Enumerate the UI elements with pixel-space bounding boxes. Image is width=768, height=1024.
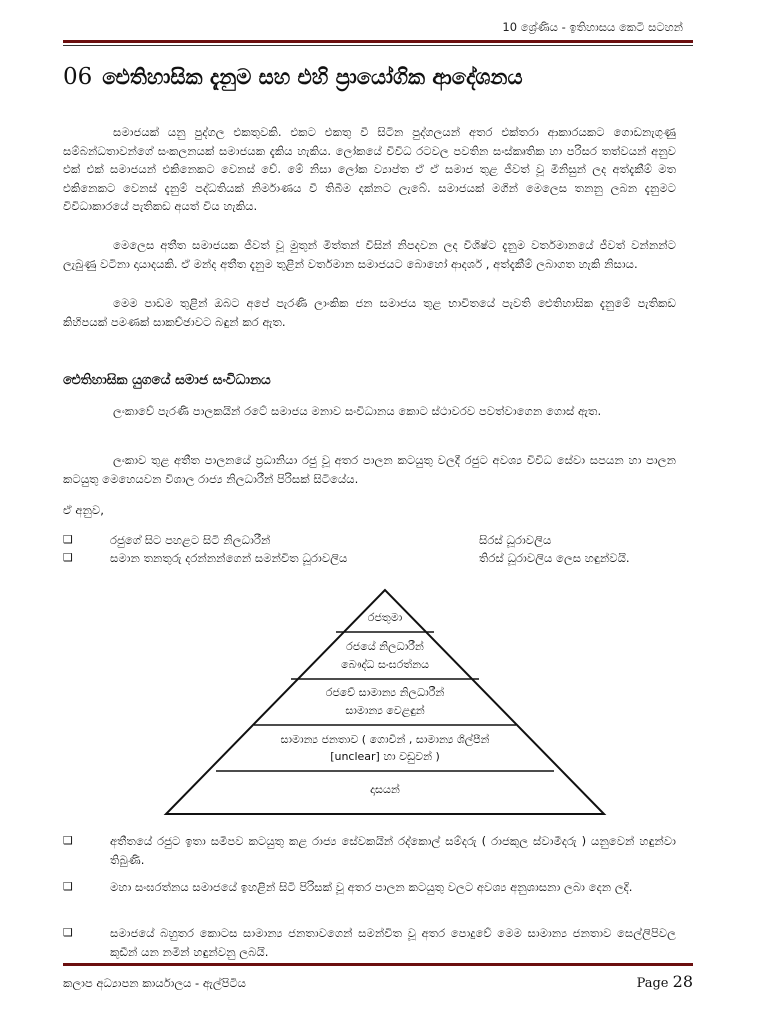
pyramid-level-label: රජයේ නිලධාරීන් bbox=[346, 640, 424, 653]
page-footer bbox=[63, 963, 693, 1002]
section-lead: ඒ අනුව, bbox=[63, 503, 104, 517]
header-text: 10 ශ්‍රේණිය - ඉතිහාසය කෙටි සටහන් bbox=[502, 20, 683, 34]
pyramid-level-label: බෞද්ධ සංඝරත්නය bbox=[341, 658, 429, 671]
pyramid-level-label: රජවේ සාමාන්‍ය නිලධාරීන් bbox=[325, 686, 445, 699]
pyramid-level-label: දාසයන් bbox=[370, 783, 400, 796]
checkbox-bullet-icon: ❑ bbox=[63, 533, 73, 546]
chapter-number: 06 bbox=[63, 64, 93, 90]
intro-paragraph-3: මෙම පාඩම තුළින් ඔබට අපේ පැරණි ලාංකික ජන සමාජය තුළ භාවිතයේ පැවති ඓතිහාසික දැනුමේ පැතිකඩ කිහිපයක් පමණක් සාකච්ඡාවට බඳුන් කර ඇත. bbox=[63, 296, 676, 329]
chapter-title: ඓතිහාසික දැනුම සහ එහි ප්‍රායෝගික ආදේශනය bbox=[102, 65, 523, 89]
intro-paragraph-2: මෙලෙස අතීත සමාජයක ජීවත් වූ මුතුන් මිත්තන් විසින් නිපදවන ලද විශිෂ්ට දැනුම වර්තමානයේ ජීවත් වන්නන්ට ලැබුණු වටිනා දායාදයකි. ඒ මන්ද අතීත දැනුම තුළින් වර්තමාන සමාජයට බොහෝ ආදර්ශ , අත්දැකීම් ලබාගත හැකි නිසාය. bbox=[63, 238, 676, 271]
footer-office: කලාප අධ්‍යාපන කාර්යාලය - ඇල්පිටිය bbox=[63, 976, 246, 990]
note-item: ❑ මහා සංඝරත්නය සමාජයේ ඉහළින් සිටි පිරිසක් වූ අතර පාලන කටයුතු වලට අවශ්‍ය අනුශාසනා ලබා දෙන ලදි. bbox=[63, 878, 676, 897]
checkbox-bullet-icon: ❑ bbox=[63, 551, 73, 564]
note-item: ❑ අතීතයේ රජුට ඉතා සමීපව කටයුතු කළ රාජ්‍ය සේවකයින් රද්කොල් සම්දරු ( රාජකුල ස්වාමීදරු ) යනුවෙන් හඳුන්වා තිබුණි. bbox=[63, 834, 676, 867]
page-number: Page 28 bbox=[636, 972, 693, 991]
page-header bbox=[63, 20, 693, 46]
page-title bbox=[63, 64, 523, 90]
header-rule-thin bbox=[63, 45, 693, 46]
checkbox-bullet-icon: ❑ bbox=[63, 834, 73, 847]
intro-paragraph-1: සමාජයක් යනු පුද්ගල එකතුවකි. එකට එකතු වී සිටින පුද්ගලයන් අතර එක්තරා ආකාරයකට ගොඩනැගුණු සම්බන්ධතාවන්ගේ සංකලනයක් සමාජයක දැකිය හැකිය. ලෝකයේ විවිධ රටවල පවතින සංස්කෘතික හා පරිසර තත්වයන් අනුව එක් එක් සමාජයන් එකිනෙකට වෙනස් වේ. මේ නිසා ලෝක ව්‍යාප්ත ඒ ඒ සමාජ තුළ ජීවත් වූ මිනිසුන් ලද අත්දැකීම් මත එකිනෙකට වෙනස් දැනුම් පද්ධතියක් නිර්මාණය වී තිබීම දක්නට ලැබේ. සමාජයක් මගින් මෙලෙස තනනු ලබන දැනුමට විවිධාකාරයේ පැතිකඩ අයත් විය හැකිය. bbox=[63, 125, 676, 213]
section-paragraph-1: ලංකාවේ පැරණි පාලකයින් රටේ සමාජය මනාව සංවිධානය කොට ස්ථාවරව පවත්වාගෙන ගොස් ඇත. bbox=[113, 404, 602, 418]
pyramid-level-label: සාමාන්‍ය වෙළඳුන් bbox=[345, 704, 425, 717]
pyramid-level-label: සාමාන්‍ය ජනතාව ( ගොවීන් , සාමාන්‍ය ශිල්පීන් bbox=[280, 733, 490, 746]
checkbox-bullet-icon: ❑ bbox=[63, 880, 73, 893]
section-paragraph-2: ලංකාව තුළ අතීත පාලනයේ ප්‍රධානියා රජු වූ අතර පාලන කටයුතු වලදී රජුට අවශ්‍ය විවිධ සේවා සපයන හා පාලන කටයුතු මෙහෙයවන විශාල රාජ්‍ය නිලධාරීන් පිරිසක් සිටියේය. bbox=[63, 453, 676, 486]
pyramid-level-label: රජතුමා bbox=[367, 611, 403, 624]
note-item: ❑ සමාජයේ බහුතර කොටස සාමාන්‍ය ජනතාවගෙන් සමන්විත වූ අතර පොදුවේ මෙම සාමාන්‍ය ජනතාව සෙල්ලිපිවල කුඩීන් යන නමින් හඳුන්වනු ලබයි. bbox=[63, 926, 676, 959]
social-hierarchy-pyramid bbox=[160, 588, 610, 818]
section-heading: ඓතිහාසික යුගයේ සමාජ සංවිධානය bbox=[63, 372, 271, 388]
header-rule bbox=[63, 40, 693, 43]
checkbox-bullet-icon: ❑ bbox=[63, 926, 73, 939]
footer-rule bbox=[63, 963, 693, 966]
pyramid-level-label: [unclear] හා වඩුවන් ) bbox=[330, 750, 440, 763]
